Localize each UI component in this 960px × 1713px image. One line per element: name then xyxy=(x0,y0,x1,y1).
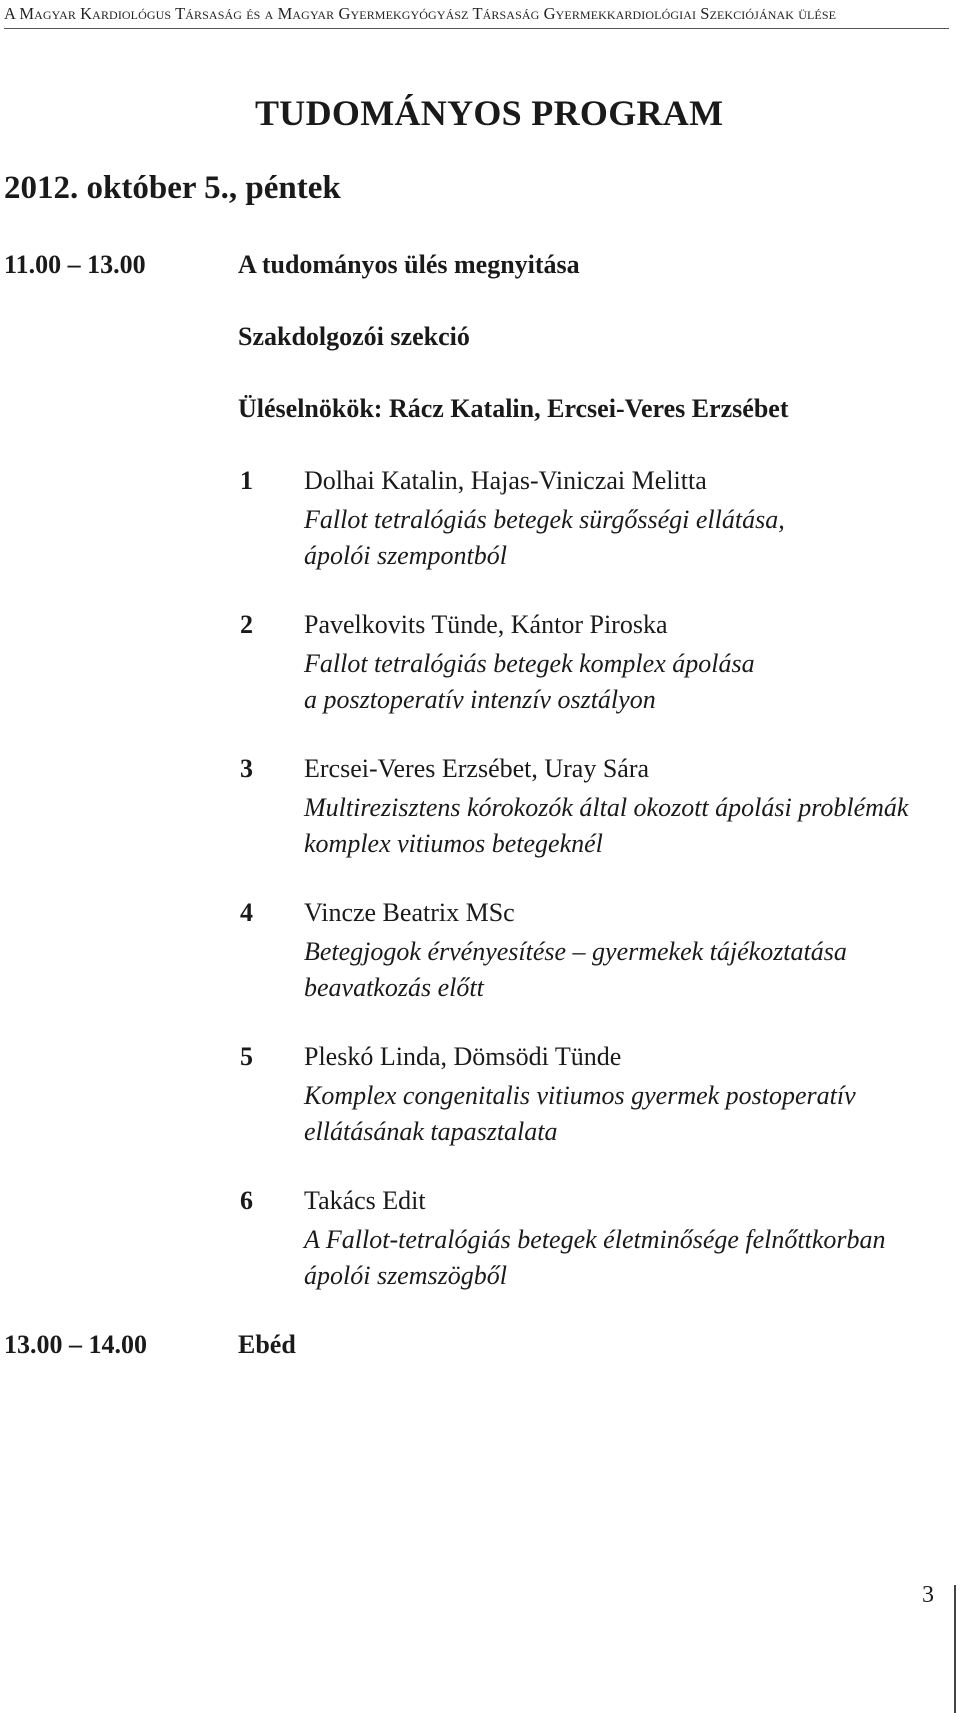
talk-number: 6 xyxy=(240,1186,253,1215)
talk-authors: Dolhai Katalin, Hajas-Viniczai Melitta xyxy=(304,466,707,495)
talk-number: 1 xyxy=(240,466,253,495)
session-opening: A tudományos ülés megnyitása xyxy=(238,250,580,279)
talk-title-line: ápolói szempontból xyxy=(304,541,507,570)
talk-title-line: Fallot tetralógiás betegek komplex ápolása xyxy=(304,649,755,678)
session-opening: Ebéd xyxy=(238,1330,296,1359)
talk-title-line: ellátásának tapasztalata xyxy=(304,1117,558,1146)
talk-authors: Pavelkovits Tünde, Kántor Piroska xyxy=(304,610,668,639)
page-edge-bar xyxy=(954,1585,956,1713)
talk-title-line: Fallot tetralógiás betegek sürgősségi ellátása, xyxy=(304,505,785,534)
talk-title-line: Komplex congenitalis vitiumos gyermek postoperatív xyxy=(304,1081,856,1110)
session-time: 13.00 – 14.00 xyxy=(4,1330,147,1359)
running-header: A Magyar Kardiológus Társaság és a Magyar Gyermekgyógyász Társaság Gyermekkardiológiai Szekciójának ülése xyxy=(4,4,837,23)
session-chairs: Üléselnökök: Rácz Katalin, Ercsei-Veres Erzsébet xyxy=(238,394,789,423)
session-time: 11.00 – 13.00 xyxy=(4,250,146,279)
date-heading: 2012. október 5., péntek xyxy=(4,170,341,206)
talk-authors: Vincze Beatrix MSc xyxy=(304,898,515,927)
talk-title-line: beavatkozás előtt xyxy=(304,973,484,1002)
talk-title-line: a posztoperatív intenzív osztályon xyxy=(304,685,656,714)
talk-number: 3 xyxy=(240,754,253,783)
talk-authors: Ercsei-Veres Erzsébet, Uray Sára xyxy=(304,754,650,783)
talk-title-line: Betegjogok érvényesítése – gyermekek tájékoztatása xyxy=(304,937,847,966)
section-name: Szakdolgozói szekció xyxy=(238,322,470,351)
talk-number: 2 xyxy=(240,610,253,639)
talk-authors: Pleskó Linda, Dömsödi Tünde xyxy=(304,1042,622,1071)
page-number: 3 xyxy=(922,1582,934,1608)
header-rule xyxy=(4,28,949,29)
talk-number: 5 xyxy=(240,1042,253,1071)
program-title: TUDOMÁNYOS PROGRAM xyxy=(255,93,724,133)
talk-title-line: komplex vitiumos betegeknél xyxy=(304,829,603,858)
talk-title-line: ápolói szemszögből xyxy=(304,1261,507,1290)
talk-title-line: A Fallot-tetralógiás betegek életminősége felnőttkorban xyxy=(304,1225,886,1254)
talk-authors: Takács Edit xyxy=(304,1186,426,1215)
talk-number: 4 xyxy=(240,898,253,927)
talk-title-line: Multirezisztens kórokozók által okozott ápolási problémák xyxy=(304,793,909,822)
